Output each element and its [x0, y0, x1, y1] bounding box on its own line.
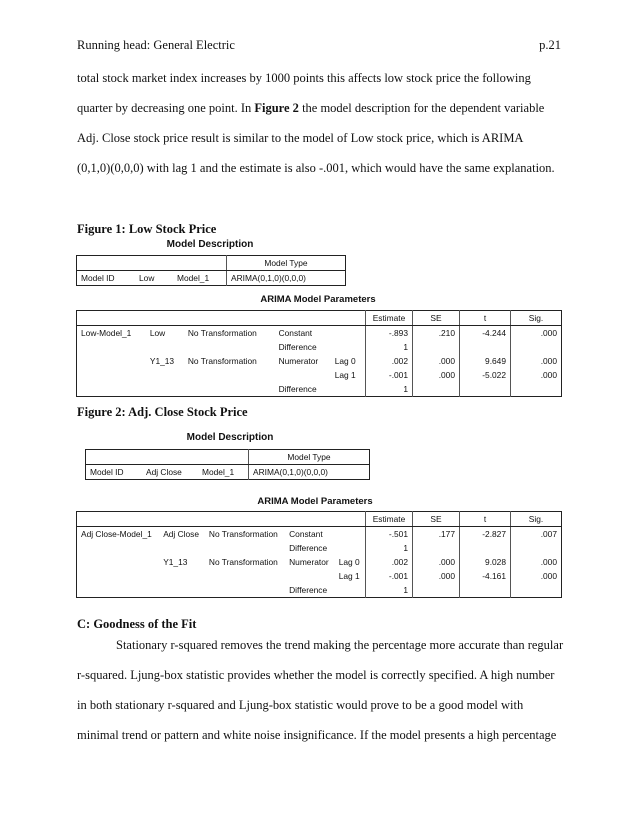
- cell: Lag 1: [334, 370, 356, 380]
- cell: [331, 326, 366, 341]
- cell: [285, 569, 335, 583]
- table-row: [77, 368, 562, 382]
- cell: 1: [366, 541, 413, 555]
- cell: .000: [413, 569, 460, 583]
- cell: Difference: [278, 384, 317, 394]
- cell: [184, 368, 275, 382]
- figure-1-label: Figure 1: Low Stock Price: [77, 222, 217, 236]
- paragraph-line: (0,1,0)(0,0,0) with lag 1 and the estimate is also -.001, which would have the same explanation.: [77, 161, 555, 175]
- col-header: SE: [413, 311, 460, 326]
- cell: Low: [139, 273, 155, 283]
- cell: [205, 569, 285, 583]
- cell: 1: [366, 583, 413, 598]
- cell: .000: [511, 326, 562, 341]
- cell: [146, 340, 184, 354]
- section-heading: C: Goodness of the Fit: [77, 617, 197, 631]
- col-header: t: [460, 311, 511, 326]
- cell: [335, 527, 366, 542]
- cell: No Transformation: [187, 356, 257, 366]
- cell: -.893: [366, 326, 413, 341]
- cell: 9.028: [460, 555, 511, 569]
- arima-table: [76, 511, 562, 598]
- cell: .000: [413, 354, 460, 368]
- cell: [184, 382, 275, 397]
- cell: ARIMA(0,1,0)(0,0,0): [227, 271, 346, 286]
- arima-table: [76, 310, 562, 397]
- line-text: the model description for the dependent variable: [298, 101, 545, 115]
- cell: [511, 382, 562, 397]
- cell: [205, 583, 285, 598]
- cell: [77, 354, 146, 368]
- cell: Constant: [289, 529, 323, 539]
- col-header: Estimate: [366, 311, 413, 326]
- cell: Low: [149, 328, 166, 338]
- running-head: Running head: General Electric: [77, 38, 235, 52]
- cell: Y1_13: [149, 356, 175, 366]
- cell: [146, 368, 184, 382]
- cell: -4.244: [460, 326, 511, 341]
- cell: Model_1: [177, 273, 210, 283]
- cell: [335, 541, 366, 555]
- model-description-title: Model Description: [186, 432, 274, 443]
- cell: [77, 340, 146, 354]
- cell: [460, 382, 511, 397]
- cell: [511, 541, 562, 555]
- paragraph-line: in both stationary r-squared and Ljung-box statistic would prove to be a good model with: [77, 698, 524, 712]
- cell: [460, 541, 511, 555]
- cell: [77, 555, 160, 569]
- paragraph-line: minimal trend or pattern and white noise insignificance. If the model presents a high percentage: [77, 728, 557, 742]
- cell: [77, 541, 160, 555]
- cell: Model ID: [81, 273, 115, 283]
- paragraph-line: Adj. Close stock price result is similar to the model of Low stock price, which is ARIMA: [77, 131, 524, 145]
- cell: Lag 0: [338, 557, 360, 567]
- col-header: Model Type: [249, 450, 370, 465]
- col-header: Estimate: [366, 512, 413, 527]
- cell: No Transformation: [208, 557, 278, 567]
- intro-paragraph: [77, 63, 561, 183]
- table-row: [77, 326, 562, 341]
- cell: .000: [511, 555, 562, 569]
- page-number: p.21: [539, 38, 561, 52]
- cell: Lag 0: [334, 356, 356, 366]
- table-row: [77, 382, 562, 397]
- cell: Low-Model_1: [81, 328, 132, 338]
- table-row: [77, 555, 562, 569]
- cell: [460, 340, 511, 354]
- running-header: [77, 38, 561, 54]
- cell: 1: [366, 382, 413, 397]
- cell: [77, 382, 146, 397]
- cell: 1: [366, 340, 413, 354]
- cell: [159, 569, 205, 583]
- col-header: t: [460, 512, 511, 527]
- cell: 9.649: [460, 354, 511, 368]
- cell: .000: [511, 368, 562, 382]
- cell: Difference: [289, 585, 328, 595]
- cell: Model ID: [90, 467, 124, 477]
- cell: .177: [413, 527, 460, 542]
- cell: .000: [511, 354, 562, 368]
- cell: Adj Close: [163, 529, 200, 539]
- table-row: [77, 340, 562, 354]
- section-c-paragraph: [77, 630, 564, 750]
- line-text: quarter by decreasing one point. In: [77, 101, 255, 115]
- cell: [184, 340, 275, 354]
- cell: Adj Close-Model_1: [81, 529, 152, 539]
- cell: [511, 583, 562, 598]
- cell: Lag 1: [338, 571, 360, 581]
- cell: [205, 541, 285, 555]
- cell: Constant: [278, 328, 313, 338]
- cell: No Transformation: [187, 328, 257, 338]
- cell: -5.022: [460, 368, 511, 382]
- cell: -2.827: [460, 527, 511, 542]
- cell: [511, 340, 562, 354]
- arima-title: ARIMA Model Parameters: [260, 294, 376, 305]
- cell: .210: [413, 326, 460, 341]
- col-header: SE: [413, 512, 460, 527]
- cell: Numerator: [278, 356, 319, 366]
- figure-2-label: Figure 2: Adj. Close Stock Price: [77, 405, 248, 419]
- cell: Difference: [289, 543, 328, 553]
- cell: .002: [366, 555, 413, 569]
- cell: [146, 382, 184, 397]
- cell: [159, 541, 205, 555]
- table-row: [77, 569, 562, 583]
- cell: [77, 583, 160, 598]
- cell: .000: [413, 368, 460, 382]
- paragraph-line: Stationary r-squared removes the trend making the percentage more accurate than regular: [116, 638, 564, 652]
- cell: -.501: [366, 527, 413, 542]
- cell: No Transformation: [208, 529, 278, 539]
- cell: [77, 368, 146, 382]
- cell: [460, 583, 511, 598]
- cell: .002: [366, 354, 413, 368]
- paragraph-line: [77, 93, 561, 123]
- cell: [275, 368, 331, 382]
- cell: Y1_13: [163, 557, 188, 567]
- col-header: Sig.: [511, 512, 562, 527]
- model-description-title: Model Description: [166, 239, 254, 250]
- cell: -.001: [366, 569, 413, 583]
- model-description-table: [85, 449, 370, 480]
- cell: Adj Close: [146, 467, 182, 477]
- cell: .000: [413, 555, 460, 569]
- table-row: [77, 527, 562, 542]
- table-row: [77, 354, 562, 368]
- cell: Model_1: [202, 467, 235, 477]
- model-description-table: [76, 255, 346, 286]
- cell: [331, 340, 366, 354]
- cell: [331, 382, 366, 397]
- cell: Difference: [278, 342, 317, 352]
- cell: [335, 583, 366, 598]
- cell: [159, 583, 205, 598]
- cell: .007: [511, 527, 562, 542]
- cell: [413, 340, 460, 354]
- cell: .000: [511, 569, 562, 583]
- col-header: Sig.: [511, 311, 562, 326]
- cell: -.001: [366, 368, 413, 382]
- cell: [77, 569, 160, 583]
- cell: [413, 382, 460, 397]
- cell: [413, 583, 460, 598]
- cell: ARIMA(0,1,0)(0,0,0): [249, 465, 370, 480]
- cell: Numerator: [289, 557, 329, 567]
- arima-title: ARIMA Model Parameters: [257, 496, 373, 507]
- cell: [413, 541, 460, 555]
- paragraph-line: r-squared. Ljung-box statistic provides whether the model is correctly specified. A high number: [77, 668, 555, 682]
- figure-reference: Figure 2: [254, 101, 299, 115]
- col-header: Model Type: [227, 256, 346, 271]
- paragraph-line: total stock market index increases by 1000 points this affects low stock price the following: [77, 71, 531, 85]
- table-row: [77, 541, 562, 555]
- cell: -4.161: [460, 569, 511, 583]
- table-row: [77, 583, 562, 598]
